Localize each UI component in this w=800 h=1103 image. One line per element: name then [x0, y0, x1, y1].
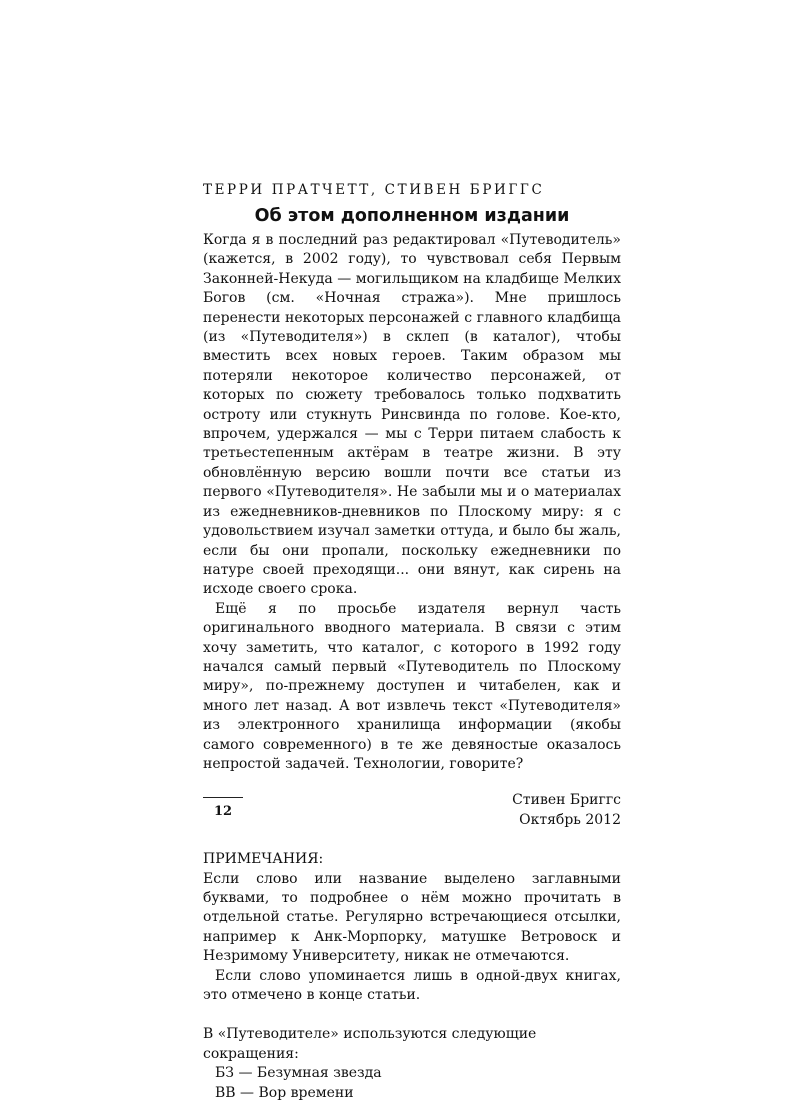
notes-heading: ПРИМЕЧАНИЯ: — [203, 851, 324, 868]
running-head: ТЕРРИ ПРАТЧЕТТ, СТИВЕН БРИГГС — [203, 182, 545, 198]
note-item-1: Если слово или название выделено заглавными буквами, то подробнее о нём можно прочитать в отдельной статье. Регулярно встречающиеся отсылки, например к Анк-Морпорку, матушке Ветровоск и Незримому Университету, никак не отмечаются. — [203, 870, 621, 965]
abbreviation-item: ВВ — Вор времени — [215, 1084, 354, 1101]
body-paragraph-2: Ещё я по просьбе издателя вернул часть оригинального вводного материала. В связи с этим хочу заметить, что каталог, с которого в 1992 году начался самый первый «Путеводитель по Плоскому миру», по-прежнему доступен и читабелен, как и много лет назад. А вот извлечь текст «Путеводителя» из электронного хранилища информации (якобы самого современного) в те же девяностые оказалось непростой задачей. Технологии, говорите? — [203, 600, 621, 772]
body-paragraph-1: Когда я в последний раз редактировал «Путеводитель» (кажется, в 2002 году), то чувствовал себя Первым Законней-Некуда — могильщиком на кладбище Мелких Богов (см. «Ночная стража»). Мне пришлось перенести некоторых персонажей с главного кладбища (из «Путеводителя») в склеп (в каталог), чтобы вместить всех новых героев. Таким образом мы потеряли некоторое количество персонажей, от которых по сюжету требовалось только подхватить остроту или стукнуть Ринсвинда по голове. Кое-кто, впрочем, удержался — мы с Терри питаем слабость к третьестепенным актёрам в театре жизни. В эту обновлённую версию вошли почти все статьи из первого «Путеводителя». Не забыли мы и о материалах из ежедневников-дневников по Плоскому миру: я с удовольствием изучал заметки оттуда, и было бы жаль, если бы они пропали, поскольку ежедневники по натуре своей преходящи... они вянут, как сирень на исходе своего срока. — [203, 232, 621, 598]
signature-date: Октябрь 2012 — [519, 811, 621, 828]
note-item-2: Если слово упоминается лишь в одной-двух книгах, это отмечено в конце статьи. — [203, 967, 621, 1004]
page-body — [203, 231, 621, 1103]
abbreviations-intro: В «Путеводителе» используются следующие сокращения: — [203, 1026, 537, 1062]
signature-name: Стивен Бриггс — [512, 792, 621, 809]
page-number: 12 — [213, 804, 233, 819]
section-title: Об этом дополненном издании — [254, 206, 570, 226]
abbreviation-item: БЗ — Безумная звезда — [215, 1065, 382, 1082]
footer-rule — [203, 797, 243, 798]
